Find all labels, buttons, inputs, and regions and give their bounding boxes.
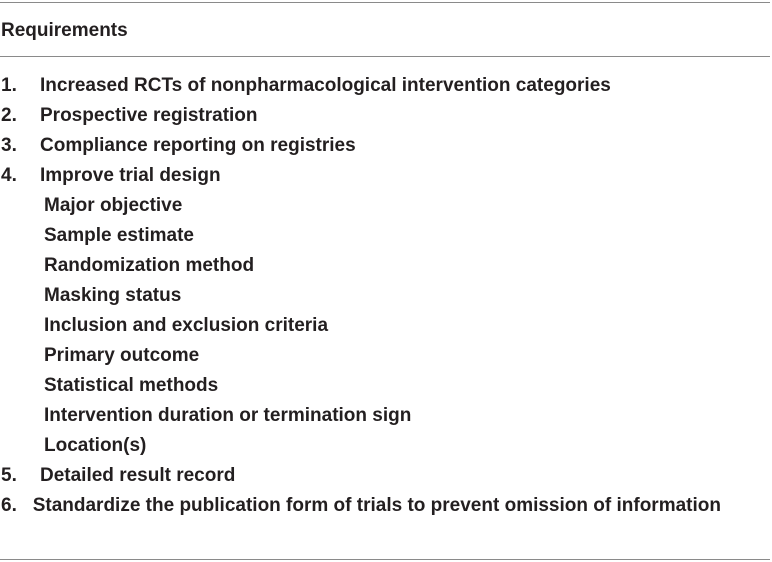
item-number: 2.	[1, 105, 17, 126]
table-bottom-rule	[0, 559, 770, 560]
sub-list-item: Statistical methods	[44, 375, 219, 396]
list-item	[1, 491, 741, 521]
item-number: 1.	[1, 75, 17, 96]
list-item	[1, 71, 741, 101]
table-header-rule	[0, 56, 770, 57]
sub-list-item: Sample estimate	[44, 225, 194, 246]
item-text: Compliance reporting on registries	[40, 135, 356, 156]
list-item	[1, 131, 741, 161]
table-header: Requirements	[1, 20, 128, 41]
sub-list-item: Intervention duration or termination sign	[44, 405, 412, 426]
sub-list-item: Randomization method	[44, 255, 255, 276]
list-item	[1, 161, 741, 191]
sub-list-item: Inclusion and exclusion criteria	[44, 315, 329, 336]
sub-list-item: Masking status	[44, 285, 182, 306]
item-text: Detailed result record	[40, 465, 236, 486]
item-text: Standardize the publication form of trials to prevent omission of information	[32, 495, 721, 516]
item-text: Improve trial design	[40, 165, 221, 186]
sub-list-item: Major objective	[44, 195, 183, 216]
table-body	[1, 71, 741, 521]
item-text: Increased RCTs of nonpharmacological intervention categories	[40, 75, 611, 96]
list-item	[1, 461, 741, 491]
item-number: 3.	[1, 135, 17, 156]
sub-list-item: Location(s)	[44, 435, 147, 456]
item-number: 4.	[1, 165, 17, 186]
item-number: 5.	[1, 465, 17, 486]
item-text: Prospective registration	[40, 105, 258, 126]
sub-list-item: Primary outcome	[44, 345, 200, 366]
list-item	[1, 101, 741, 131]
item-number: 6.	[1, 495, 17, 516]
table-top-rule	[0, 2, 770, 3]
